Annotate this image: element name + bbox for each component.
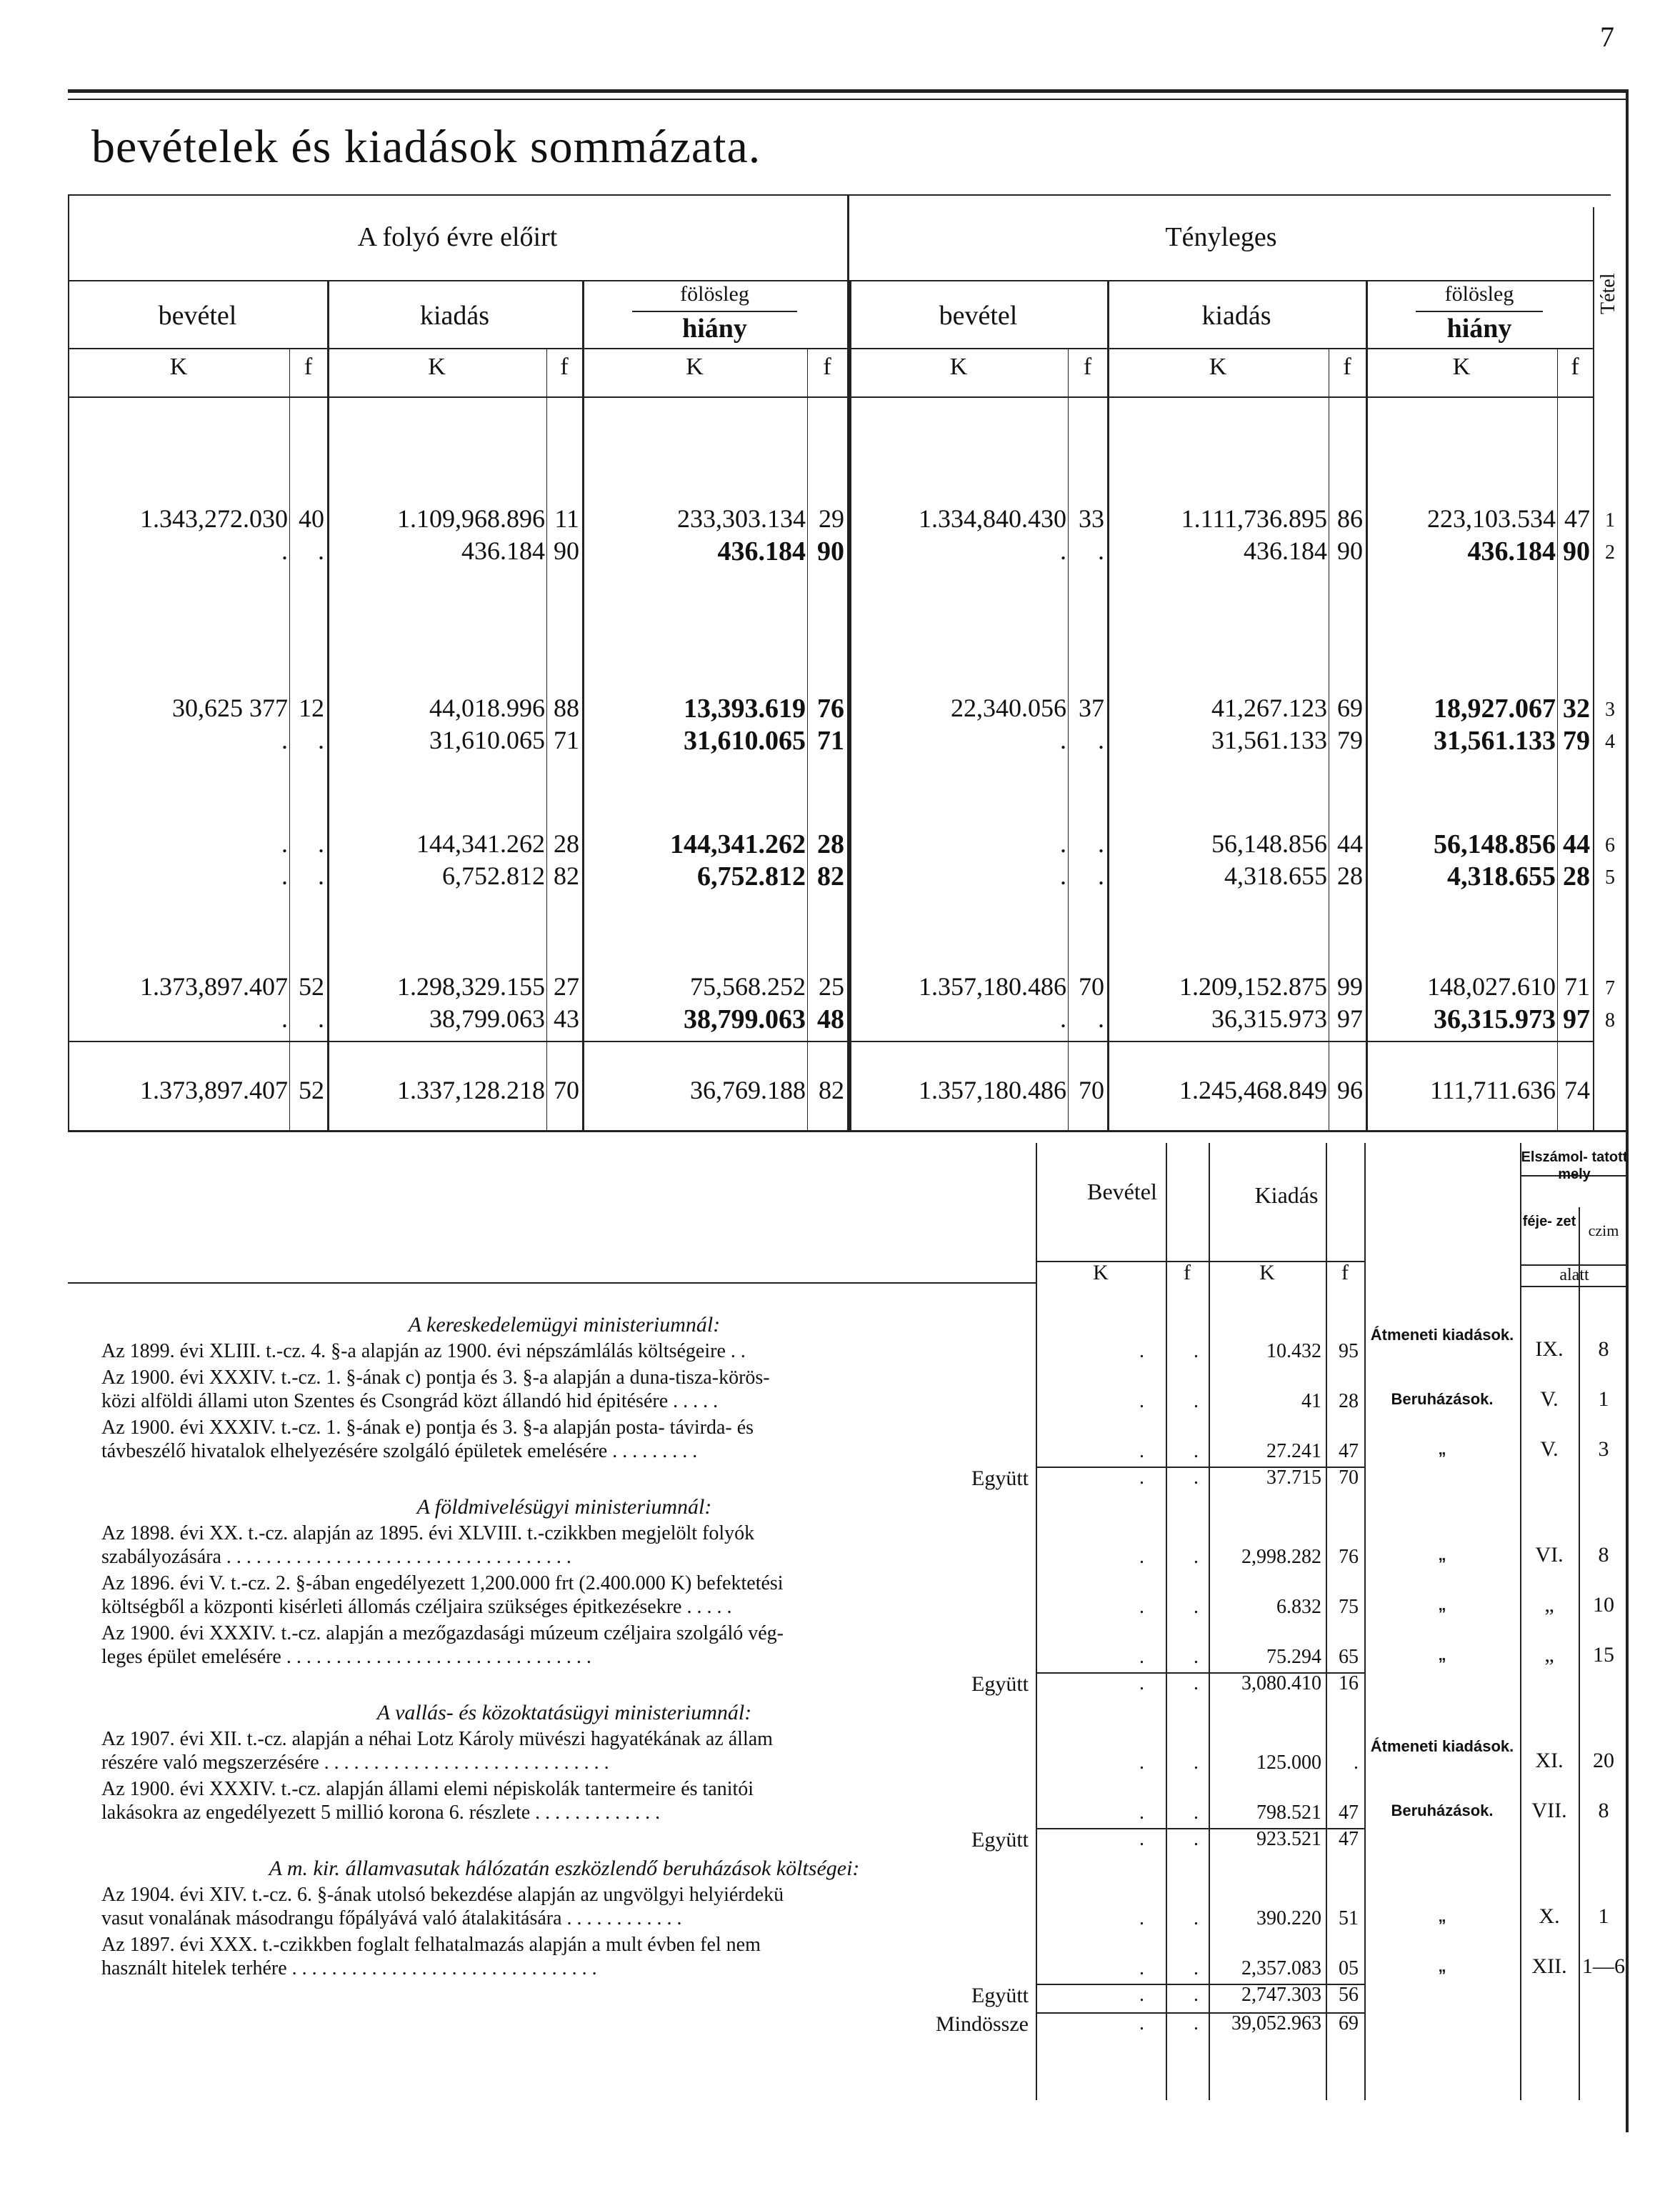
item-kiad-f: 28 <box>1339 1390 1359 1412</box>
cell-f-b: 71 <box>554 726 579 754</box>
item-bev-k: . <box>1139 1340 1144 1362</box>
table-top-border <box>68 194 1611 196</box>
unit-f: f <box>823 354 831 380</box>
cell-f-c: 28 <box>817 829 844 859</box>
item-category: „ <box>1438 1957 1446 1975</box>
detail-col-kiadf <box>1326 1143 1327 2100</box>
col-header-folosleg: fölösleg <box>680 282 749 306</box>
total-bev-f: . <box>1194 1984 1199 2006</box>
cell-k-d: . <box>1060 536 1066 565</box>
cell-k-a: 1.343,272.030 <box>140 504 288 533</box>
cell-k-b: 1.337,128.218 <box>397 1076 545 1104</box>
cell-k-c: 13,393.619 <box>684 694 806 724</box>
item-bev-f: . <box>1194 1390 1199 1412</box>
item-kiad-k: 125.000 <box>1256 1752 1321 1774</box>
item-bev-k: . <box>1139 1646 1144 1668</box>
section-heading: A földmivelésügyi ministeriumnál: <box>416 1495 712 1519</box>
item-fejezet: V. <box>1540 1387 1559 1411</box>
right-margin-rule <box>1626 89 1629 2132</box>
total-bev-f: . <box>1194 1672 1199 1694</box>
cell-tetel: 8 <box>1605 1009 1615 1031</box>
item-czim: 20 <box>1593 1749 1614 1772</box>
cell-f-g: 28 <box>1563 861 1590 891</box>
item-kiad-f: 05 <box>1339 1957 1359 1979</box>
unit-f: f <box>304 354 313 380</box>
item-bev-f: . <box>1194 1646 1199 1668</box>
cell-f-a: . <box>318 861 324 890</box>
item-text-line: részére való megszerzésére . . . . . . . . . . . . . . . . . . . . . . . . . . . . . <box>101 1752 609 1774</box>
cell-f-g: 47 <box>1564 504 1590 533</box>
cell-f-a: 12 <box>299 694 324 722</box>
item-text-line: Az 1896. évi V. t.-cz. 2. §-ában engedélyezett 1,200.000 frt (2.400.000 K) befektetési <box>101 1572 784 1594</box>
page-title: bevételek és kiadások sommázata. <box>91 121 761 173</box>
item-text-line: lakásokra az engedélyezett 5 millió korona 6. részlete . . . . . . . . . . . . . <box>101 1802 661 1824</box>
col-header-hiany: hiány <box>1446 314 1512 344</box>
item-bev-f: . <box>1194 1957 1199 1979</box>
cell-f-c: 48 <box>817 1004 844 1034</box>
total-bev-k: . <box>1139 1467 1144 1489</box>
cell-f-e: 96 <box>1337 1076 1363 1104</box>
cell-k-b: 144,341.262 <box>416 829 545 858</box>
item-kiad-k: 2,998.282 <box>1241 1546 1321 1568</box>
item-kiad-f: 47 <box>1339 1802 1359 1824</box>
col-header-planned: kiadás <box>419 301 490 331</box>
cell-k-e: 1.245,468.849 <box>1179 1076 1327 1104</box>
tetel-divider <box>1593 207 1594 1130</box>
item-kiad-f: 95 <box>1339 1340 1359 1362</box>
cell-f-d: . <box>1098 1004 1104 1033</box>
item-kiad-f: 51 <box>1339 1907 1359 1929</box>
cell-f-d: . <box>1098 726 1104 754</box>
item-kiad-k: 798.521 <box>1256 1802 1321 1824</box>
cell-f-a: 52 <box>299 972 324 1001</box>
item-bev-k: . <box>1139 1752 1144 1774</box>
item-czim: 1 <box>1598 1904 1609 1928</box>
item-kiad-k: 6.832 <box>1276 1596 1321 1618</box>
cell-f-b: 28 <box>554 829 579 858</box>
header-rule <box>68 280 1593 281</box>
total-kiad-f: 69 <box>1339 2012 1359 2034</box>
cell-f-c: 82 <box>819 1076 844 1104</box>
unit-f: f <box>1343 354 1351 380</box>
item-text-line: Az 1907. évi XII. t.-cz. alapján a néhai Lotz Károly müvészi hagyatékának az állam <box>101 1728 773 1750</box>
cell-k-a: 1.373,897.407 <box>140 1076 288 1104</box>
subheader-rule <box>68 348 1593 349</box>
item-kiad-k: 75.294 <box>1266 1646 1321 1668</box>
cell-f-b: 88 <box>554 694 579 722</box>
item-czim: 15 <box>1593 1643 1614 1667</box>
cell-k-d: . <box>1060 1004 1066 1033</box>
item-category: Átmeneti kiadások. <box>1370 1326 1514 1344</box>
item-czim: 1—6 <box>1582 1954 1625 1978</box>
item-text-line: leges épület emelésére . . . . . . . . . . . . . . . . . . . . . . . . . . . . . . . <box>101 1646 591 1668</box>
item-fejezet: XII. <box>1531 1954 1567 1978</box>
cell-f-c: 90 <box>817 536 844 566</box>
total-label: Együtt <box>971 1984 1029 2007</box>
cell-k-d: 1.357,180.486 <box>919 972 1066 1001</box>
cell-f-g: 97 <box>1563 1004 1590 1034</box>
col-header-actual: bevétel <box>939 301 1018 331</box>
cell-k-g: 18,927.067 <box>1434 694 1556 724</box>
cell-f-b: 11 <box>554 504 579 533</box>
cell-k-e: 1.209,152.875 <box>1179 972 1327 1001</box>
detail-header-rule <box>68 1282 1036 1284</box>
cell-k-g: 56,148.856 <box>1434 829 1556 859</box>
cell-k-c: 36,769.188 <box>690 1076 806 1104</box>
group-header-planned: A folyó évre előirt <box>357 222 558 252</box>
item-category: „ <box>1438 1646 1446 1664</box>
cell-f-d: . <box>1098 861 1104 890</box>
item-czim: 8 <box>1598 1337 1609 1361</box>
cell-k-b: 1.109,968.896 <box>397 504 545 533</box>
cell-k-c: 436.184 <box>717 536 806 566</box>
item-kiad-k: 10.432 <box>1266 1340 1321 1362</box>
detail-col-cat <box>1364 1143 1366 2100</box>
alatt-bottom-rule <box>1520 1286 1629 1287</box>
cell-k-c: 144,341.262 <box>670 829 806 859</box>
unit-k: K <box>1209 354 1227 380</box>
cell-f-c: 82 <box>817 861 844 891</box>
item-text-line: Az 1900. évi XXXIV. t.-cz. 1. §-ának c) pontja és 3. §-a alapján a duna-tisza-körös- <box>101 1367 770 1389</box>
col-kiadas: Kiadás <box>1254 1182 1319 1208</box>
cell-k-d: . <box>1060 829 1066 858</box>
total-label: Együtt <box>971 1467 1029 1490</box>
item-kiad-k: 390.220 <box>1256 1907 1321 1929</box>
cell-f-a: . <box>318 1004 324 1033</box>
item-bev-k: . <box>1139 1596 1144 1618</box>
cell-tetel: 4 <box>1605 731 1615 753</box>
cell-k-g: 36,315.973 <box>1434 1004 1556 1034</box>
item-text-line: használt hitelek terhére . . . . . . . . . . . . . . . . . . . . . . . . . . . . . . . <box>101 1957 597 1979</box>
cell-k-e: 41,267.123 <box>1211 694 1327 722</box>
cell-f-e: 44 <box>1337 829 1363 858</box>
total-kiad-k: 37.715 <box>1266 1467 1321 1489</box>
cell-f-d: . <box>1098 829 1104 858</box>
cell-f-g: 32 <box>1563 694 1590 724</box>
fejezet-header: féje- zet <box>1522 1214 1576 1229</box>
item-text-line: közi alföldi állami uton Szentes és Csongrád közt állandó hid épitésére . . . . . <box>101 1390 719 1412</box>
czim-header: czim <box>1588 1222 1619 1239</box>
item-bev-f: . <box>1194 1802 1199 1824</box>
cell-k-a: 1.373,897.407 <box>140 972 288 1001</box>
item-category: Beruházások. <box>1391 1802 1494 1819</box>
total-kiad-k: 923.521 <box>1256 1828 1321 1850</box>
cell-f-d: 33 <box>1079 504 1104 533</box>
section-heading: A kereskedelemügyi ministeriumnál: <box>408 1313 721 1337</box>
total-bev-k: . <box>1139 1672 1144 1694</box>
cell-tetel: 5 <box>1605 866 1615 889</box>
detail-col-bevf <box>1166 1143 1167 2100</box>
item-czim: 8 <box>1598 1799 1609 1822</box>
cell-k-b: 31,610.065 <box>429 726 545 754</box>
detail-col-kiad <box>1209 1143 1210 2100</box>
elszamol-header: Elszámol- tatott mely <box>1521 1149 1628 1182</box>
unit-k-bev: K <box>1093 1261 1109 1284</box>
cell-k-d: 1.357,180.486 <box>919 1076 1066 1104</box>
cell-k-g: 4,318.655 <box>1447 861 1556 891</box>
unit-k: K <box>949 354 968 380</box>
item-bev-f: . <box>1194 1596 1199 1618</box>
item-text-line: Az 1898. évi XX. t.-cz. alapján az 1895. évi XLVIII. t.-czikkben megjelölt folyók <box>101 1522 755 1544</box>
alatt-header: alatt <box>1559 1266 1589 1284</box>
section-heading: A vallás- és közoktatásügyi ministeriumnál: <box>376 1701 752 1724</box>
cell-f-a: . <box>318 829 324 858</box>
page-number: 7 <box>1600 21 1614 53</box>
item-bev-k: . <box>1139 1546 1144 1568</box>
item-text-line: Az 1904. évi XIV. t.-cz. 6. §-ának utolsó bekezdése alapján az ungvölgyi helyiérdekü <box>101 1884 784 1906</box>
cell-k-e: 4,318.655 <box>1224 861 1327 890</box>
cell-k-e: 36,315.973 <box>1211 1004 1327 1033</box>
total-bev-k: . <box>1139 1984 1144 2006</box>
total-label: Mindössze <box>936 2012 1029 2036</box>
col-header-folosleg: fölösleg <box>1444 282 1514 306</box>
cell-f-e: 90 <box>1337 536 1363 565</box>
item-bev-f: . <box>1194 1752 1199 1774</box>
cell-k-d: 22,340.056 <box>951 694 1066 722</box>
cell-f-a: 52 <box>299 1076 324 1104</box>
item-kiad-k: 41 <box>1301 1390 1321 1412</box>
item-fejezet: VII. <box>1531 1799 1567 1822</box>
cell-f-g: 90 <box>1563 536 1590 566</box>
cell-k-g: 223,103.534 <box>1427 504 1556 533</box>
total-rule <box>68 1041 1593 1042</box>
cell-k-e: 56,148.856 <box>1211 829 1327 858</box>
cell-k-e: 31,561.133 <box>1211 726 1327 754</box>
item-fejezet: IX. <box>1535 1337 1564 1361</box>
item-text-line: Az 1900. évi XXXIV. t.-cz. 1. §-ának e) pontja és 3. §-a alapján posta- távirda- és <box>101 1417 754 1439</box>
units-rule <box>68 396 1593 398</box>
total-label: Együtt <box>971 1672 1029 1696</box>
item-kiad-k: 27.241 <box>1266 1440 1321 1462</box>
cell-f-e: 99 <box>1337 972 1363 1001</box>
unit-k: K <box>686 354 704 380</box>
item-fejezet: „ <box>1544 1643 1554 1667</box>
item-text-line: Az 1899. évi XLIII. t.-cz. 4. §-a alapján az 1900. évi népszámlálás költségeire . . <box>101 1340 746 1362</box>
total-kiad-f: 16 <box>1339 1672 1359 1694</box>
item-bev-k: . <box>1139 1390 1144 1412</box>
item-text-line: szabályozására . . . . . . . . . . . . . . . . . . . . . . . . . . . . . . . . . . . <box>101 1546 571 1568</box>
total-kiad-f: 56 <box>1339 1984 1359 2006</box>
cell-k-c: 38,799.063 <box>684 1004 806 1034</box>
col-header-hiany: hiány <box>682 314 747 344</box>
cell-k-a: . <box>281 536 288 565</box>
cell-k-b: 1.298,329.155 <box>397 972 545 1001</box>
cell-f-d: 37 <box>1079 694 1104 722</box>
cell-k-c: 75,568.252 <box>690 972 806 1001</box>
unit-k: K <box>1452 354 1471 380</box>
total-label: Együtt <box>971 1828 1029 1852</box>
total-kiad-f: 47 <box>1339 1828 1359 1850</box>
item-kiad-f: 75 <box>1339 1596 1359 1618</box>
total-kiad-k: 2,747.303 <box>1241 1984 1321 2006</box>
item-text-line: Az 1897. évi XXX. t.-czikkben foglalt felhatalmazás alapján a mult évben fel nem <box>101 1934 761 1956</box>
unit-f-kiad: f <box>1341 1261 1349 1284</box>
item-text-line: költségből a központi kisérleti állomás czéljaira szükséges épitkezésekre . . . . . <box>101 1596 732 1618</box>
cell-tetel: 2 <box>1605 541 1615 564</box>
cell-f-c: 76 <box>817 694 844 724</box>
item-fejezet: „ <box>1544 1593 1554 1617</box>
unit-k: K <box>169 354 188 380</box>
total-kiad-k: 39,052.963 <box>1231 2012 1321 2034</box>
cell-k-c: 233,303.134 <box>677 504 806 533</box>
cell-f-d: 70 <box>1079 1076 1104 1104</box>
item-bev-f: . <box>1194 1546 1199 1568</box>
col-bevetel: Bevétel <box>1087 1179 1157 1204</box>
total-kiad-k: 3,080.410 <box>1241 1672 1321 1694</box>
cell-k-g: 148,027.610 <box>1427 972 1556 1001</box>
table-bottom-border <box>68 1130 1629 1132</box>
cell-f-a: 40 <box>299 504 324 533</box>
cell-k-b: 38,799.063 <box>429 1004 545 1033</box>
cell-f-a: . <box>318 726 324 754</box>
cell-f-b: 82 <box>554 861 579 890</box>
cell-f-e: 69 <box>1337 694 1363 722</box>
cell-tetel: 6 <box>1605 834 1615 856</box>
cell-k-c: 31,610.065 <box>684 726 806 756</box>
unit-f: f <box>1571 354 1579 380</box>
cell-f-d: . <box>1098 536 1104 565</box>
item-text-line: vasut vonalának másodrangu főpályává való átalakitására . . . . . . . . . . . . <box>101 1907 682 1929</box>
unit-f: f <box>560 354 569 380</box>
item-kiad-f: 76 <box>1339 1546 1359 1568</box>
cell-k-a: . <box>281 726 288 754</box>
top-rule-thin <box>68 99 1629 100</box>
cell-k-b: 436.184 <box>461 536 545 565</box>
cell-f-g: 44 <box>1563 829 1590 859</box>
item-kiad-f: 47 <box>1339 1440 1359 1462</box>
cell-k-g: 31,561.133 <box>1434 726 1556 756</box>
cell-k-g: 111,711.636 <box>1430 1076 1556 1104</box>
cell-f-e: 86 <box>1337 504 1363 533</box>
item-fejezet: XI. <box>1535 1749 1564 1772</box>
cell-k-a: . <box>281 829 288 858</box>
detail-col-bev <box>1036 1143 1037 2100</box>
cell-k-a: 30,625 377 <box>172 694 288 722</box>
cell-k-b: 44,018.996 <box>429 694 545 722</box>
cell-f-c: 71 <box>817 726 844 756</box>
item-category: „ <box>1438 1440 1446 1458</box>
item-bev-f: . <box>1194 1440 1199 1462</box>
cell-tetel: 7 <box>1605 977 1615 999</box>
cell-k-a: . <box>281 1004 288 1033</box>
item-bev-f: . <box>1194 1340 1199 1362</box>
item-bev-f: . <box>1194 1907 1199 1929</box>
top-rule <box>68 89 1629 93</box>
cell-k-e: 436.184 <box>1244 536 1327 565</box>
cell-f-b: 27 <box>554 972 579 1001</box>
cell-f-e: 97 <box>1337 1004 1363 1033</box>
section-heading: A m. kir. államvasutak hálózatán eszközlendő beruházások költségei: <box>269 1857 860 1880</box>
item-czim: 3 <box>1598 1437 1609 1461</box>
total-bev-k: . <box>1139 2012 1144 2034</box>
item-bev-k: . <box>1139 1440 1144 1462</box>
item-text-line: Az 1900. évi XXXIV. t.-cz. alapján állami elemi népiskolák tantermeire és tanitói <box>101 1778 754 1800</box>
cell-tetel: 1 <box>1605 509 1615 531</box>
cell-k-g: 436.184 <box>1467 536 1556 566</box>
item-bev-k: . <box>1139 1802 1144 1824</box>
item-czim: 8 <box>1598 1543 1609 1567</box>
col-header-actual: kiadás <box>1201 301 1271 331</box>
cell-f-c: 29 <box>819 504 844 533</box>
item-kiad-k: 2,357.083 <box>1241 1957 1321 1979</box>
item-text-line: távbeszélő hivatalok elhelyezésére szolgáló épületek emelésére . . . . . . . . . <box>101 1440 698 1462</box>
item-fejezet: VI. <box>1535 1543 1564 1567</box>
total-bev-f: . <box>1194 1828 1199 1850</box>
cell-k-e: 1.111,736.895 <box>1181 504 1327 533</box>
cell-f-g: 74 <box>1564 1076 1590 1104</box>
cell-k-a: . <box>281 861 288 890</box>
item-kiad-f: 65 <box>1339 1646 1359 1668</box>
cell-k-c: 6,752.812 <box>697 861 806 891</box>
unit-k: K <box>428 354 446 380</box>
item-category: Beruházások. <box>1391 1390 1494 1408</box>
item-category: „ <box>1438 1596 1446 1614</box>
cell-k-d: 1.334,840.430 <box>919 504 1066 533</box>
item-category: „ <box>1438 1907 1446 1925</box>
unit-f: f <box>1083 354 1092 380</box>
item-fejezet: V. <box>1540 1437 1559 1461</box>
total-bev-k: . <box>1139 1828 1144 1850</box>
tetel-header: Tétel <box>1597 273 1619 314</box>
item-czim: 10 <box>1593 1593 1614 1617</box>
cell-f-b: 70 <box>554 1076 579 1104</box>
cell-f-e: 28 <box>1337 861 1363 890</box>
item-kiad-f: . <box>1354 1752 1359 1774</box>
cell-f-c: 25 <box>819 972 844 1001</box>
cell-k-b: 6,752.812 <box>442 861 545 890</box>
item-category: „ <box>1438 1546 1446 1564</box>
item-fejezet: X. <box>1539 1904 1560 1928</box>
cell-f-b: 90 <box>554 536 579 565</box>
cell-k-d: . <box>1060 861 1066 890</box>
group-header-actual: Tényleges <box>1165 222 1277 252</box>
item-bev-k: . <box>1139 1957 1144 1979</box>
total-bev-f: . <box>1194 2012 1199 2034</box>
item-bev-k: . <box>1139 1907 1144 1929</box>
cell-k-d: . <box>1060 726 1066 754</box>
folosleg-rule <box>632 311 797 312</box>
cell-f-g: 71 <box>1564 972 1590 1001</box>
col-header-planned: bevétel <box>158 301 237 331</box>
total-kiad-f: 70 <box>1339 1467 1359 1489</box>
unit-k-kiad: K <box>1259 1261 1275 1284</box>
cell-f-g: 79 <box>1563 726 1590 756</box>
folosleg-rule <box>1416 311 1543 312</box>
unit-f-bev: f <box>1184 1261 1191 1284</box>
cell-f-a: . <box>318 536 324 565</box>
cell-f-d: 70 <box>1079 972 1104 1001</box>
cell-f-b: 43 <box>554 1004 579 1033</box>
item-text-line: Az 1900. évi XXXIV. t.-cz. alapján a mezőgazdasági múzeum czéljaira szolgáló vég- <box>101 1622 784 1644</box>
cell-tetel: 3 <box>1605 699 1615 721</box>
item-czim: 1 <box>1598 1387 1609 1411</box>
item-category: Átmeneti kiadások. <box>1370 1737 1514 1755</box>
total-bev-f: . <box>1194 1467 1199 1489</box>
cell-f-e: 79 <box>1337 726 1363 754</box>
